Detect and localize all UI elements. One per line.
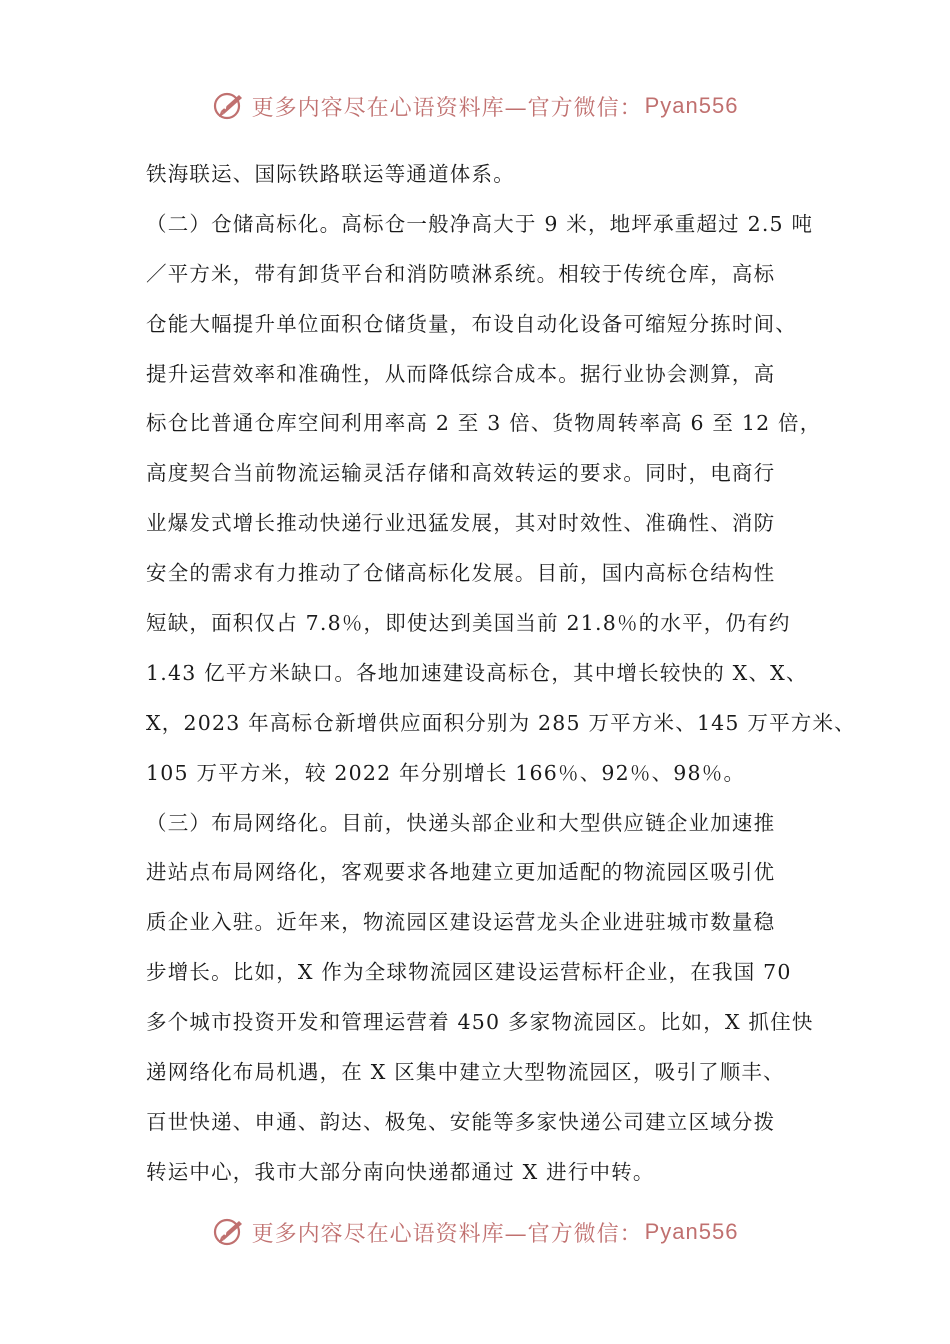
document-body — [146, 150, 856, 1198]
watermark-code: Pyan556 — [644, 93, 739, 118]
watermark-footer — [0, 1212, 950, 1252]
text-line: 步增长。比如，X 作为全球物流园区建设运营标杆企业，在我国 70 — [146, 960, 792, 985]
text-line: 105 万平方米，较 2022 年分别增长 166％、92％、98％。 — [146, 760, 746, 785]
text-line: X，2023 年高标仓新增供应面积分别为 285 万平方米、145 万平方米、 — [146, 710, 856, 735]
text-line: 百世快递、申通、韵达、极兔、安能等多家快递公司建立区域分拨 — [146, 1109, 776, 1134]
watermark-code: Pyan556 — [644, 1219, 739, 1244]
text-line: （三）布局网络化。目前，快递头部企业和大型供应链企业加速推 — [146, 810, 776, 835]
text-line: 铁海联运、国际铁路联运等通道体系。 — [146, 162, 515, 186]
text-line: ／平方米，带有卸货平台和消防喷淋系统。相较于传统仓库，高标 — [146, 261, 776, 286]
text-line: 短缺，面积仅占 7.8％，即使达到美国当前 21.8％的水平，仍有约 — [146, 611, 791, 636]
text-line: 多个城市投资开发和管理运营着 450 多家物流园区。比如，X 抓住快 — [146, 1010, 814, 1035]
text-line: 转运中心，我市大部分南向快递都通过 X 进行中转。 — [146, 1159, 655, 1184]
watermark-text: 更多内容尽在心语资料库—官方微信： — [251, 95, 643, 121]
watermark-header — [0, 86, 950, 126]
text-line: 高度契合当前物流运输灵活存储和高效转运的要求。同时，电商行 — [146, 461, 776, 486]
text-line: 仓能大幅提升单位面积仓储货量，布设自动化设备可缩短分拣时间、 — [146, 311, 797, 336]
text-line: 1.43 亿平方米缺口。各地加速建设高标仓，其中增长较快的 X、X、 — [146, 660, 808, 685]
text-line: （二）仓储高标化。高标仓一般净高大于 9 米，地坪承重超过 2.5 吨 — [146, 211, 814, 236]
pen-logo-icon — [212, 89, 246, 123]
watermark-text: 更多内容尽在心语资料库—官方微信： — [251, 1221, 643, 1247]
text-line: 标仓比普通仓库空间利用率高 2 至 3 倍、货物周转率高 6 至 12 倍， — [146, 411, 822, 436]
text-line: 进站点布局网络化，客观要求各地建立更加适配的物流园区吸引优 — [146, 860, 776, 885]
text-line: 递网络化布局机遇，在 X 区集中建立大型物流园区，吸引了顺丰、 — [146, 1060, 785, 1085]
text-line: 业爆发式增长推动快递行业迅猛发展，其对时效性、准确性、消防 — [146, 511, 776, 536]
pen-logo-icon — [212, 1215, 246, 1249]
text-line: 质企业入驻。近年来，物流园区建设运营龙头企业进驻城市数量稳 — [146, 910, 776, 935]
text-line: 安全的需求有力推动了仓储高标化发展。目前，国内高标仓结构性 — [146, 561, 776, 586]
text-line: 提升运营效率和准确性，从而降低综合成本。据行业协会测算，高 — [146, 361, 776, 386]
